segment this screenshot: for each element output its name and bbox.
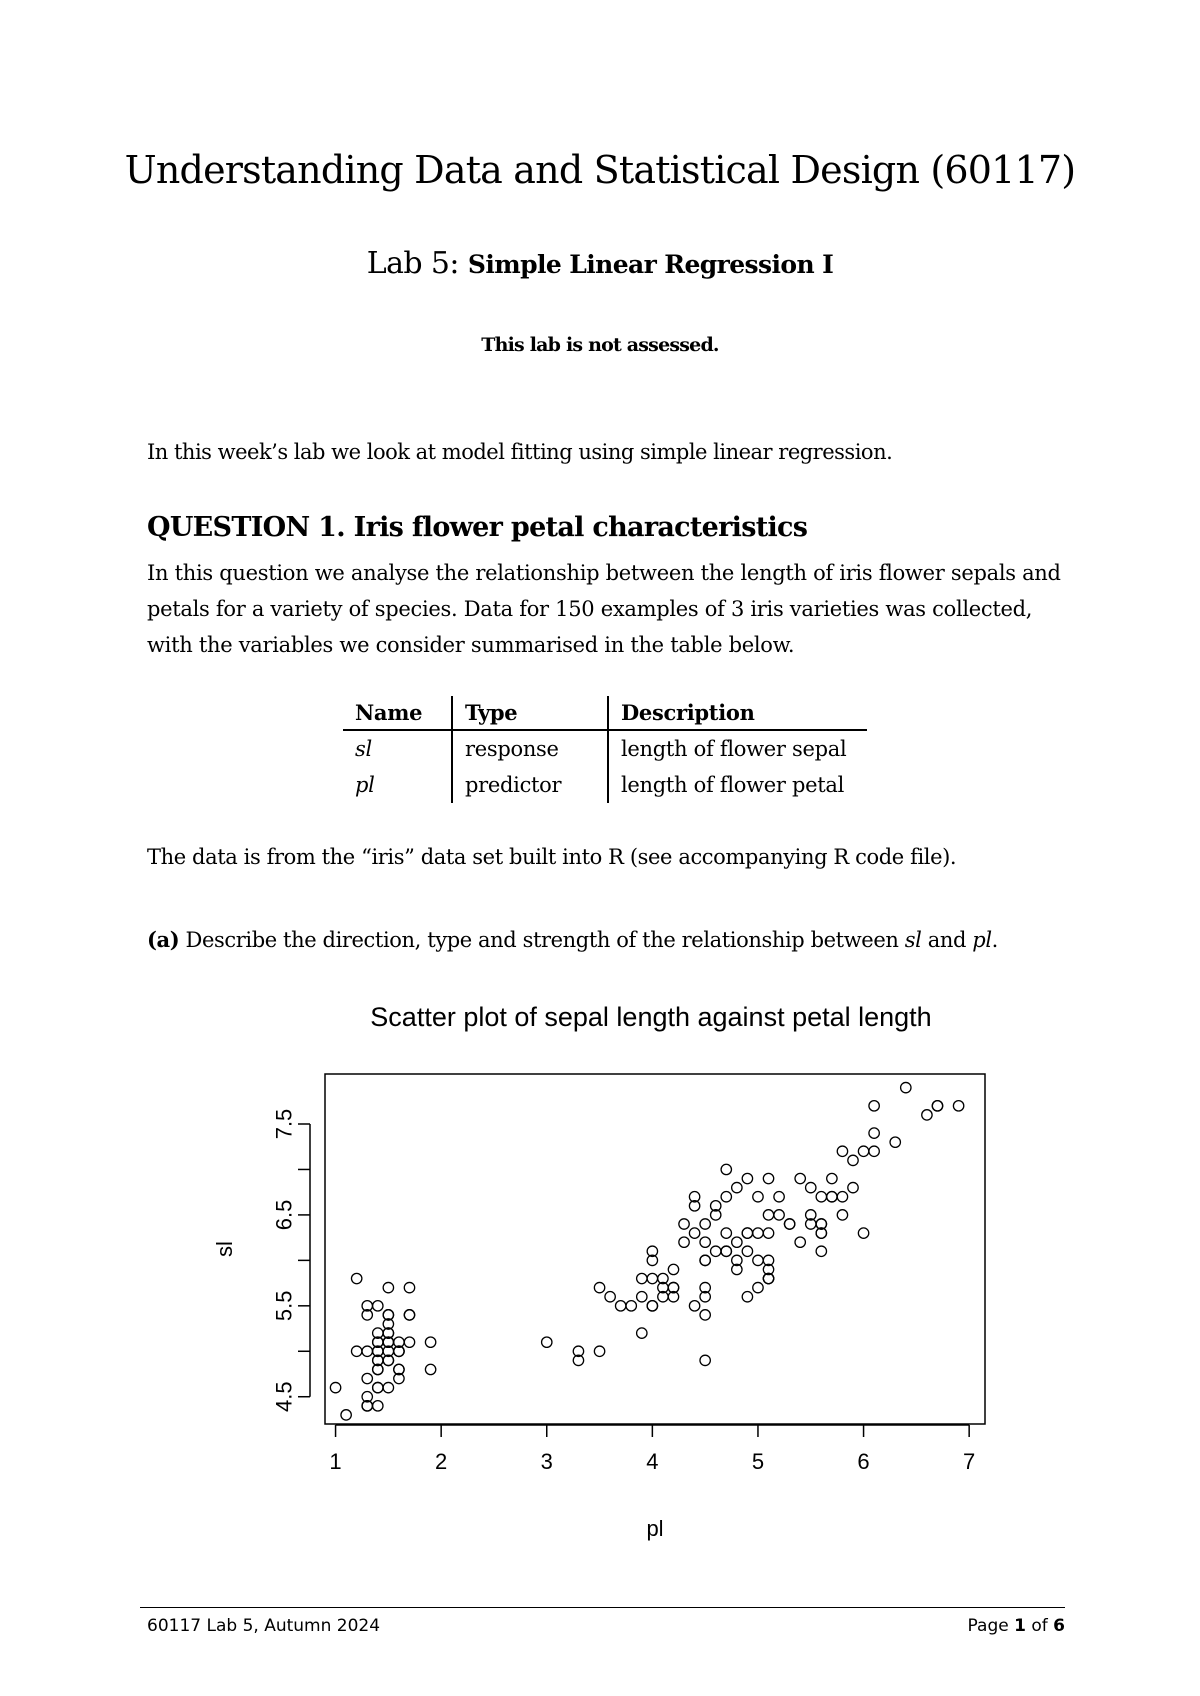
data-point	[404, 1310, 414, 1320]
part-a-text-1: Describe the direction, type and strength of the relationship between	[179, 928, 905, 952]
data-source-note: The data is from the “iris” data set built into R (see accompanying R code file).	[147, 845, 957, 869]
data-point	[425, 1337, 435, 1347]
data-point	[827, 1192, 837, 1202]
x-tick-label: 2	[435, 1449, 448, 1474]
x-tick-label: 7	[963, 1449, 976, 1474]
data-point	[732, 1182, 742, 1192]
data-point	[351, 1346, 361, 1356]
x-tick-label: 6	[857, 1449, 870, 1474]
data-point	[890, 1137, 900, 1147]
data-point	[806, 1182, 816, 1192]
data-point	[721, 1192, 731, 1202]
data-point	[848, 1182, 858, 1192]
y-tick-label: 6.5	[271, 1199, 297, 1231]
data-point	[679, 1237, 689, 1247]
table-header-description: Description	[608, 696, 867, 730]
variables-table	[343, 696, 867, 803]
question-1-heading: QUESTION 1. Iris flower petal characteristics	[147, 512, 808, 543]
x-axis-label: pl	[646, 1516, 664, 1541]
data-point	[774, 1210, 784, 1220]
data-point	[869, 1128, 879, 1138]
data-point	[922, 1110, 932, 1120]
data-point	[763, 1228, 773, 1238]
data-point	[932, 1101, 942, 1111]
data-point	[784, 1219, 794, 1229]
data-point	[816, 1246, 826, 1256]
table-cell-name: sl	[355, 737, 372, 761]
data-points	[330, 1082, 963, 1420]
document-title: Understanding Data and Statistical Design (60117)	[124, 148, 1076, 192]
data-point	[774, 1192, 784, 1202]
data-point	[605, 1292, 615, 1302]
data-point	[721, 1164, 731, 1174]
part-a-text-2: and	[921, 928, 973, 952]
x-tick-label: 4	[646, 1449, 659, 1474]
y-tick-label: 5.5	[271, 1290, 297, 1322]
table-cell-description: length of flower sepal	[608, 730, 867, 767]
data-point	[869, 1146, 879, 1156]
x-tick-label: 3	[540, 1449, 553, 1474]
table-header-row	[343, 696, 867, 730]
data-point	[383, 1282, 393, 1292]
data-point	[362, 1373, 372, 1383]
data-point	[689, 1228, 699, 1238]
part-a-var-1: sl	[904, 928, 922, 952]
table-row	[343, 730, 867, 767]
data-point	[753, 1228, 763, 1238]
data-point	[753, 1255, 763, 1265]
data-point	[373, 1382, 383, 1392]
y-axis	[272, 1109, 311, 1412]
data-point	[404, 1282, 414, 1292]
y-tick-label: 7.5	[271, 1108, 297, 1140]
data-point	[626, 1301, 636, 1311]
footer-page-number	[968, 1616, 1065, 1636]
data-point	[795, 1173, 805, 1183]
data-point	[953, 1101, 963, 1111]
data-point	[373, 1301, 383, 1311]
data-point	[647, 1301, 657, 1311]
data-point	[753, 1192, 763, 1202]
data-point	[869, 1101, 879, 1111]
assessment-note: This lab is not assessed.	[481, 334, 719, 356]
page-current: 1	[1014, 1616, 1026, 1636]
data-point	[837, 1210, 847, 1220]
data-point	[689, 1301, 699, 1311]
y-tick-label: 4.5	[271, 1381, 297, 1413]
data-point	[700, 1255, 710, 1265]
data-point	[647, 1273, 657, 1283]
data-point	[742, 1173, 752, 1183]
data-point	[901, 1082, 911, 1092]
part-a-label: (a)	[147, 927, 180, 952]
page-middle: of	[1025, 1616, 1054, 1636]
lab-label: Lab 5:	[366, 246, 468, 281]
lab-title	[0, 246, 1200, 281]
table-header-type: Type	[452, 696, 608, 730]
intro-paragraph: In this week’s lab we look at model fitting using simple linear regression.	[147, 440, 893, 464]
part-a-question	[147, 927, 1077, 952]
data-point	[848, 1155, 858, 1165]
data-point	[594, 1346, 604, 1356]
data-point	[753, 1282, 763, 1292]
page-prefix: Page	[967, 1616, 1015, 1636]
data-point	[721, 1246, 731, 1256]
question-1-paragraph: In this question we analyse the relationship between the length of iris flower sepals and petals for a variety of species. Data for 150 examples of 3 iris varieties was collected, with the variables we consider summarised in the table below.	[147, 561, 1061, 657]
data-point	[837, 1192, 847, 1202]
data-point	[700, 1355, 710, 1365]
data-point	[341, 1410, 351, 1420]
page-total: 6	[1053, 1616, 1065, 1636]
part-a-var-2: pl	[972, 928, 992, 952]
data-point	[330, 1382, 340, 1392]
data-point	[373, 1401, 383, 1411]
data-point	[721, 1228, 731, 1238]
data-point	[594, 1282, 604, 1292]
data-point	[404, 1337, 414, 1347]
data-point	[837, 1146, 847, 1156]
table-cell-type: predictor	[452, 767, 608, 803]
plot-box	[325, 1074, 985, 1424]
data-point	[858, 1228, 868, 1238]
data-point	[858, 1146, 868, 1156]
table-cell-description: length of flower petal	[608, 767, 867, 803]
data-point	[542, 1337, 552, 1347]
data-point	[763, 1173, 773, 1183]
table-cell-type: response	[452, 730, 608, 767]
data-point	[742, 1228, 752, 1238]
data-point	[700, 1237, 710, 1247]
table-row	[343, 767, 867, 803]
table-header-name: Name	[343, 696, 452, 730]
data-point	[362, 1346, 372, 1356]
scatter-chart	[0, 990, 1200, 1550]
data-point	[615, 1301, 625, 1311]
chart-title: Scatter plot of sepal length against petal length	[370, 1002, 932, 1032]
footer-divider	[140, 1607, 1065, 1608]
part-a-text-3: .	[991, 928, 998, 952]
data-point	[383, 1382, 393, 1392]
data-point	[425, 1364, 435, 1374]
data-point	[763, 1210, 773, 1220]
table-cell-name: pl	[355, 773, 375, 797]
data-point	[700, 1310, 710, 1320]
data-point	[668, 1264, 678, 1274]
data-point	[637, 1328, 647, 1338]
y-axis-label: sl	[212, 1241, 237, 1257]
data-point	[827, 1173, 837, 1183]
data-point	[816, 1192, 826, 1202]
data-point	[637, 1292, 647, 1302]
scatter-chart-svg	[0, 990, 1200, 1550]
footer-course-info: 60117 Lab 5, Autumn 2024	[147, 1616, 381, 1636]
x-tick-label: 1	[329, 1449, 342, 1474]
data-point	[742, 1292, 752, 1302]
data-point	[732, 1237, 742, 1247]
x-tick-label: 5	[751, 1449, 765, 1474]
data-point	[351, 1273, 361, 1283]
data-point	[742, 1246, 752, 1256]
lab-subtitle: Simple Linear Regression I	[467, 250, 834, 279]
data-point	[637, 1273, 647, 1283]
data-point	[711, 1246, 721, 1256]
data-point	[700, 1219, 710, 1229]
data-point	[795, 1237, 805, 1247]
data-point	[679, 1219, 689, 1229]
x-axis	[329, 1425, 975, 1474]
